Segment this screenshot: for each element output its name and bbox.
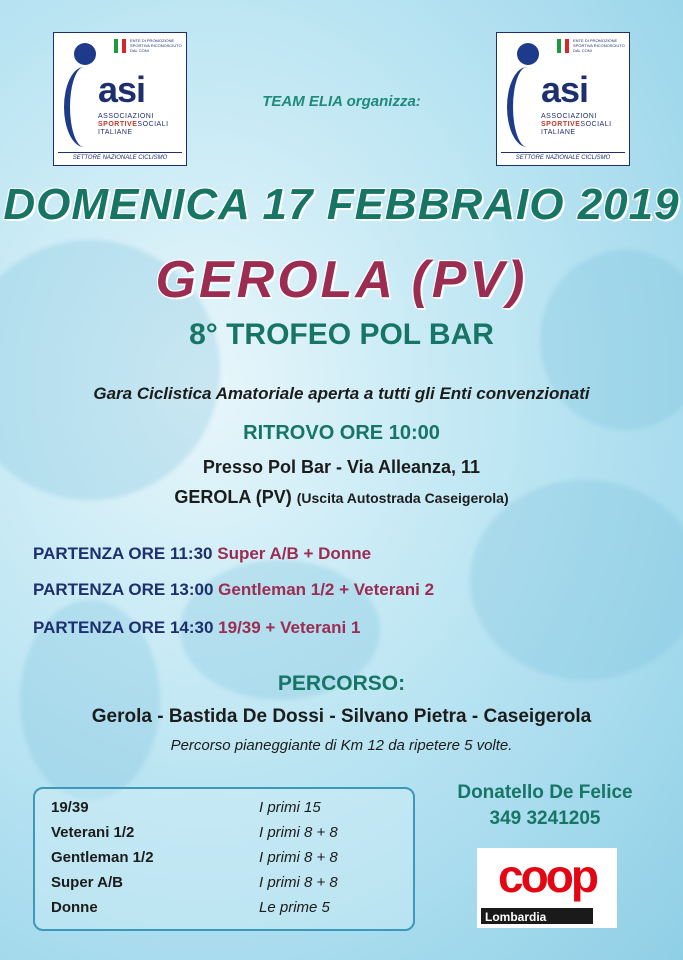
start-row [33, 618, 360, 638]
start-row [33, 580, 434, 600]
route-title: PERCORSO: [277, 672, 406, 695]
prize-category: Super A/B [51, 874, 123, 891]
contact-phone: 349 3241205 [489, 808, 601, 829]
asi-logo-left [53, 32, 187, 166]
highway-exit: (Uscita Autostrada Caseigerola) [296, 490, 509, 506]
prize-value: I primi 8 + 8 [259, 874, 338, 891]
town-name: GEROLA (PV) [174, 487, 292, 507]
prize-category: 19/39 [51, 799, 89, 816]
logo-tagline: ENTE DI PROMOZIONE SPORTIVA RICONOSCIUTO DAL CONI [573, 38, 625, 53]
prize-table [33, 787, 415, 931]
logo-brand: asi [98, 69, 146, 110]
coop-brand: coop [498, 850, 596, 902]
cyclist-icon [517, 43, 539, 65]
background-figure [470, 480, 683, 680]
logo-brand: asi [541, 69, 589, 110]
logo-line2b: SOCIALI [137, 121, 169, 128]
italian-flag-icon [114, 39, 126, 53]
prize-value: I primi 8 + 8 [259, 849, 338, 866]
prize-category: Gentleman 1/2 [51, 849, 154, 866]
race-description: Gara Ciclistica Amatoriale aperta a tutti gli Enti convenzionati [93, 384, 590, 403]
logo-line3: ITALIANE [98, 129, 133, 136]
prize-value: I primi 8 + 8 [259, 824, 338, 841]
logo-line3: ITALIANE [541, 129, 576, 136]
trophy-title: 8° TROFEO POL BAR [189, 318, 494, 351]
meeting-address: Presso Pol Bar - Via Alleanza, 11 [202, 457, 481, 477]
start-categories: Super A/B + Donne [217, 544, 372, 563]
route-path: Gerola - Bastida De Dossi - Silvano Pietra - Caseigerola [91, 706, 592, 727]
route-description: Percorso pianeggiante di Km 12 da ripetere 5 volte. [170, 737, 513, 754]
logo-line2a: SPORTIVE [98, 121, 138, 128]
asi-logo-right [496, 32, 630, 166]
logo-tagline: ENTE DI PROMOZIONE SPORTIVA RICONOSCIUTO DAL CONI [130, 38, 182, 53]
coop-region: Lombardia [485, 910, 547, 924]
logo-association-text [98, 113, 169, 137]
event-place: GEROLA (PV) [155, 251, 528, 309]
coop-lombardia-logo [477, 848, 617, 928]
logo-sector: SETTORE NAZIONALE CICLISMO [501, 152, 625, 161]
contact-name: Donatello De Felice [457, 782, 633, 803]
prize-value: I primi 15 [259, 799, 321, 816]
start-categories: 19/39 + Veterani 1 [218, 618, 361, 637]
cyclist-icon [74, 43, 96, 65]
logo-line2a: SPORTIVE [541, 121, 581, 128]
italian-flag-icon [557, 39, 569, 53]
organizer-text: TEAM ELIA organizza: [262, 93, 421, 110]
logo-line1: ASSOCIAZIONI [541, 113, 597, 120]
logo-association-text [541, 113, 612, 137]
meeting-time: RITROVO ORE 10:00 [243, 422, 440, 444]
prize-value: Le prime 5 [259, 899, 330, 916]
start-time: PARTENZA ORE 11:30 [33, 544, 213, 563]
logo-line2b: SOCIALI [580, 121, 612, 128]
prize-category: Veterani 1/2 [51, 824, 135, 841]
logo-line1: ASSOCIAZIONI [98, 113, 154, 120]
start-row [33, 544, 371, 564]
meeting-town [0, 487, 683, 508]
start-categories: Gentleman 1/2 + Veterani 2 [218, 580, 435, 599]
event-date: DOMENICA 17 FEBBRAIO 2019 [3, 180, 680, 229]
logo-sector: SETTORE NAZIONALE CICLISMO [58, 152, 182, 161]
start-time: PARTENZA ORE 14:30 [33, 618, 214, 637]
start-time: PARTENZA ORE 13:00 [33, 580, 214, 599]
prize-category: Donne [51, 899, 98, 916]
